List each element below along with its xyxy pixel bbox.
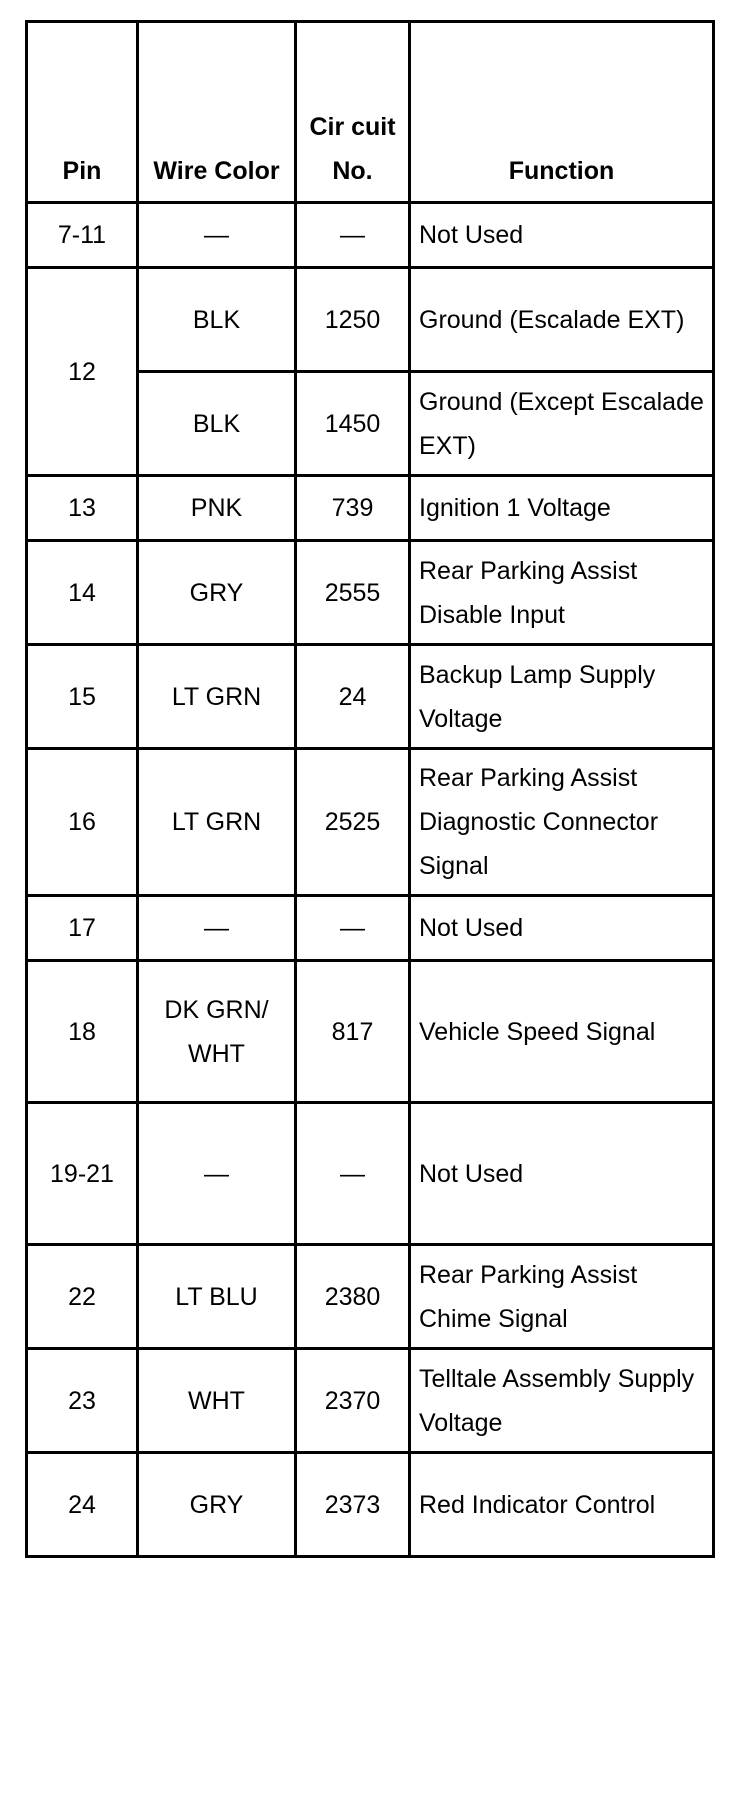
function-cell: Rear Parking Assist Chime Signal: [410, 1245, 714, 1349]
table-row: [27, 1103, 714, 1245]
table-row: [27, 268, 714, 372]
wire-color-cell: GRY: [138, 1453, 296, 1557]
table-row: [27, 1453, 714, 1557]
circuit-cell: —: [296, 203, 410, 268]
wire-color-cell: BLK: [138, 372, 296, 476]
pin-cell: 15: [27, 645, 138, 749]
table-row: [27, 476, 714, 541]
circuit-cell: —: [296, 1103, 410, 1245]
wire-color-cell: —: [138, 203, 296, 268]
circuit-cell: 2555: [296, 541, 410, 645]
table-row: [27, 541, 714, 645]
circuit-cell: 24: [296, 645, 410, 749]
circuit-cell: 739: [296, 476, 410, 541]
table-row: [27, 645, 714, 749]
circuit-cell: 1450: [296, 372, 410, 476]
function-cell: Red Indicator Control: [410, 1453, 714, 1557]
pin-cell: 14: [27, 541, 138, 645]
table-row: [27, 1245, 714, 1349]
wire-color-cell: —: [138, 1103, 296, 1245]
pin-cell: 13: [27, 476, 138, 541]
table-row: [27, 1349, 714, 1453]
function-cell: Not Used: [410, 203, 714, 268]
wire-color-cell: LT GRN: [138, 645, 296, 749]
table-header-row: [27, 22, 714, 203]
function-cell: Rear Parking Assist Disable Input: [410, 541, 714, 645]
pin-cell: 22: [27, 1245, 138, 1349]
wire-color-cell: LT GRN: [138, 749, 296, 896]
function-cell: Ground (Escalade EXT): [410, 268, 714, 372]
wire-color-cell: WHT: [138, 1349, 296, 1453]
circuit-cell: 1250: [296, 268, 410, 372]
table-row: [27, 749, 714, 896]
function-cell: Not Used: [410, 1103, 714, 1245]
pin-cell: 23: [27, 1349, 138, 1453]
pin-cell: 18: [27, 961, 138, 1103]
circuit-cell: —: [296, 896, 410, 961]
wire-color-cell: LT BLU: [138, 1245, 296, 1349]
pin-cell: 17: [27, 896, 138, 961]
circuit-cell: 2525: [296, 749, 410, 896]
circuit-cell: 2380: [296, 1245, 410, 1349]
header-circuit-no: Cir cuit No.: [296, 22, 410, 203]
pin-cell: 12: [27, 268, 138, 476]
pinout-table: [25, 20, 715, 1558]
header-pin: Pin: [27, 22, 138, 203]
function-cell: Not Used: [410, 896, 714, 961]
function-cell: Backup Lamp Supply Voltage: [410, 645, 714, 749]
wire-color-cell: DK GRN/WHT: [138, 961, 296, 1103]
header-function: Function: [410, 22, 714, 203]
header-wire-color: Wire Color: [138, 22, 296, 203]
function-cell: Ignition 1 Voltage: [410, 476, 714, 541]
wire-color-cell: GRY: [138, 541, 296, 645]
pin-cell: 7-11: [27, 203, 138, 268]
wire-color-cell: PNK: [138, 476, 296, 541]
circuit-cell: 817: [296, 961, 410, 1103]
function-cell: Rear Parking Assist Diagnostic Connector Signal: [410, 749, 714, 896]
wire-color-cell: —: [138, 896, 296, 961]
table-row: [27, 896, 714, 961]
circuit-cell: 2373: [296, 1453, 410, 1557]
connector-pinout-document: [25, 20, 712, 1558]
table-row: [27, 961, 714, 1103]
function-cell: Telltale Assembly Supply Voltage: [410, 1349, 714, 1453]
function-cell: Vehicle Speed Signal: [410, 961, 714, 1103]
pin-cell: 16: [27, 749, 138, 896]
table-row: [27, 203, 714, 268]
pin-cell: 24: [27, 1453, 138, 1557]
pin-cell: 19-21: [27, 1103, 138, 1245]
circuit-cell: 2370: [296, 1349, 410, 1453]
wire-color-cell: BLK: [138, 268, 296, 372]
function-cell: Ground (Except Escalade EXT): [410, 372, 714, 476]
